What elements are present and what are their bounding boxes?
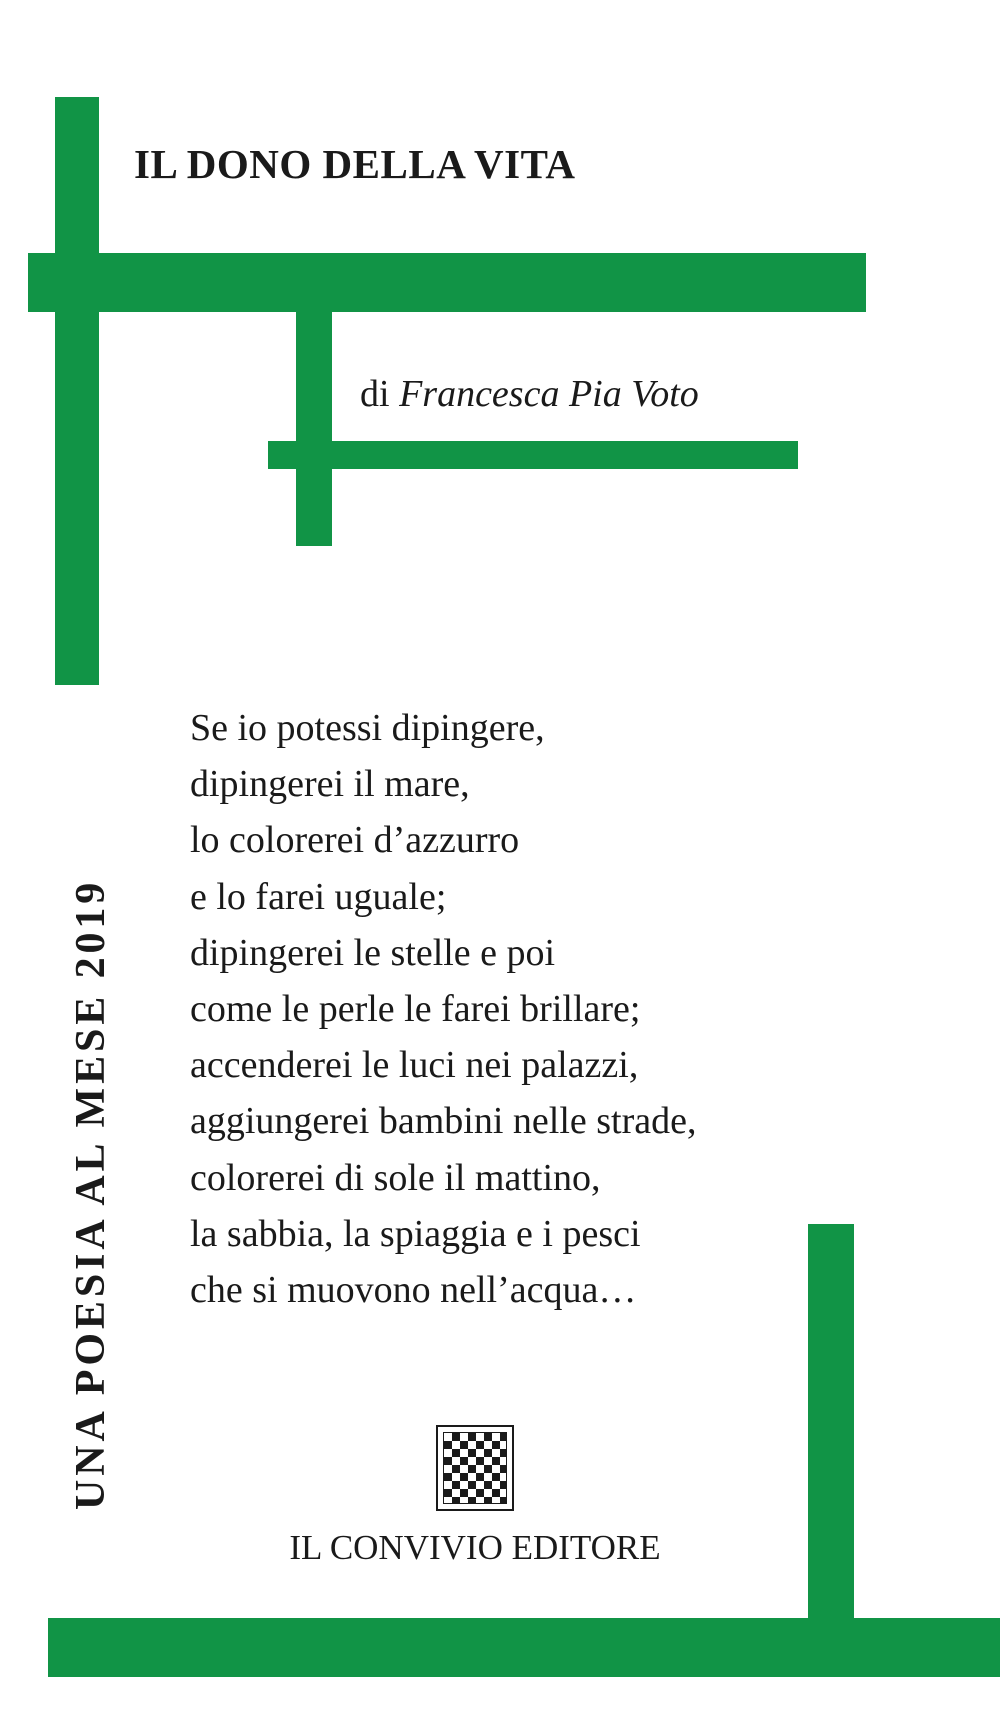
green-bar-horizontal-middle [268,441,798,469]
publisher-name: IL CONVIVIO EDITORE [289,1528,661,1567]
poem-line: aggiungerei bambini nelle strade, [190,1100,697,1143]
green-bar-horizontal-bottom [48,1618,1000,1677]
green-bar-horizontal-top [28,253,866,312]
checkerboard-pattern [443,1432,507,1504]
poem-line: la sabbia, la spiaggia e i pesci [190,1212,641,1255]
poem-line: lo colorerei d’azzurro [190,819,520,862]
author-name: Francesca Pia Voto [399,373,699,415]
green-bar-vertical-left [55,97,99,685]
poem-line: accenderei le luci nei palazzi, [190,1044,639,1087]
poem-line: colorerei di sole il mattino, [190,1156,601,1199]
author-prefix: di [360,373,390,415]
book-title: IL DONO DELLA VITA [134,141,576,187]
checkerboard-logo-icon [436,1425,514,1511]
poem-line: che si muovono nell’acqua… [190,1269,637,1312]
poem-line: e lo farei uguale; [190,875,447,918]
series-title-vertical: UNA POESIA AL MESE 2019 [68,878,114,1510]
poem-line: Se io potessi dipingere, [190,707,545,749]
poem-text [190,700,697,1318]
poem-line: dipingerei le stelle e poi [190,931,556,974]
poem-line: come le perle le farei brillare; [190,988,641,1031]
green-bar-vertical-middle [296,312,332,546]
poem-line: dipingerei il mare, [190,763,470,806]
author-line [360,372,699,416]
